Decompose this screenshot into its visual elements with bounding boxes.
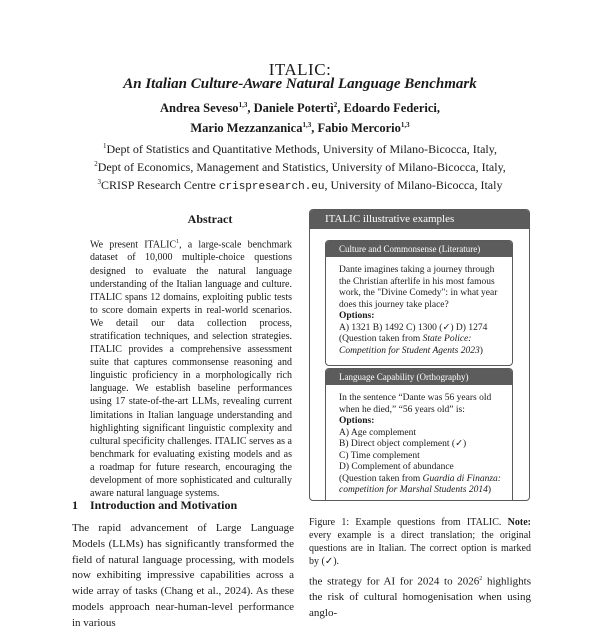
source-text: ) xyxy=(487,485,491,495)
figure-caption xyxy=(309,516,531,568)
affiliation xyxy=(0,139,600,157)
caption-text: every example is a direct translation; the original questions are in Italian. The correct option is marked by (✓). xyxy=(309,530,531,567)
footnote-mark[interactable]: 2 xyxy=(479,576,483,582)
example-card-language xyxy=(325,368,513,501)
author-aff: , xyxy=(436,101,441,116)
card-question: Dante imagines taking a journey through the Christian afterlife in his most famous work, the "Divine Comedy": in what year does this journey take place? xyxy=(339,265,498,310)
authors: Andrea Seveso$^{1,3}$, Daniele Potertì$^2$, Edoardo Federici, Mario Mezzanzanica$^{1,3}$, Fabio Mercorio$^{1,3}$ xyxy=(159,101,441,136)
options-label: Options: xyxy=(339,416,375,426)
source-text: (Question taken from xyxy=(339,334,423,344)
affiliation-mark: 3 xyxy=(97,178,102,186)
card-source xyxy=(339,474,504,497)
intro-text: The rapid advancement of Large Language Models (LLMs) has significantly transformed the field of natural language processing, with models now exhibiting impressive capabilities across a wide array of tasks (Chang et al., 2024). As these models approach near-human-level performance in various xyxy=(72,522,294,629)
caption-note: Note: xyxy=(507,517,531,528)
abstract-body xyxy=(90,236,292,500)
card-question: In the sentence “Dante was 56 years old when he died,” “56 years old” is: xyxy=(339,393,492,415)
card-body xyxy=(326,257,512,365)
affiliation-mark: 2 xyxy=(94,160,98,168)
affiliations xyxy=(0,139,600,195)
option-item: B) Direct object complement (✓) xyxy=(339,439,467,449)
paper-subtitle: An Italian Culture-Aware Natural Language Benchmark xyxy=(123,76,477,92)
caption-text: Figure 1: Example questions from ITALIC. xyxy=(309,517,508,528)
figure-box xyxy=(309,209,530,501)
affiliation-text: , University of Milano-Bicocca, Italy xyxy=(324,178,503,192)
author-name: Mario Mezzanzanica xyxy=(190,121,303,136)
section-title: Introduction and Motivation xyxy=(90,498,238,512)
section-number: 1 xyxy=(72,498,78,512)
author-name: Daniele Potertì xyxy=(253,101,334,116)
affiliation-text: Dept of Economics, Management and Statistics, University of Milano-Bicocca, Italy, xyxy=(97,160,506,174)
affiliation-text: CRISP Research Centre xyxy=(101,178,219,192)
source-title: Guardia di Finanza: competition for Marshal Students 2014 xyxy=(339,473,501,495)
author-aff: 1,3 xyxy=(302,121,312,130)
title-name: ITALIC xyxy=(268,60,327,79)
figure-header: ITALIC illustrative examples xyxy=(310,210,529,229)
abstract-text: We present ITALIC xyxy=(90,239,177,251)
option-item: C) Time complement xyxy=(339,450,420,461)
card-body xyxy=(326,385,512,501)
card-source xyxy=(339,334,504,357)
abstract-text: , a large-scale benchmark dataset of 10,000 multiple-choice questions designed to evaluate the natural language understanding of the Italian language and culture. ITALIC spans 12 domains, exploiting public tests to score domain experts in real-world scenarios. We detail our data collection process, stratification techniques, and selection strategies. ITALIC provides a comprehensive assessment suite that captures commonsense reasoning and linguistic proficiency in a morphologically rich language. We establish baseline performances using 17 state-of-the-art LLMs, revealing current limitations in Italian language understanding and highlighting significant linguistic complexity and cultural specificity challenges. ITALIC serves as a benchmark for evaluating existing models and as a roadmap for future research, encouraging the development of more sophisticated and culturally aware natural language systems. xyxy=(90,239,293,500)
source-title: State Police: Competition for Student Agents 2023 xyxy=(339,334,480,356)
affiliation-text: Dept of Statistics and Quantitative Methods, University of Milano-Bicocca, Italy, xyxy=(106,142,497,156)
source-text: (Question taken from xyxy=(339,473,423,484)
affiliation-url[interactable]: crispresearch.eu xyxy=(218,181,325,193)
source-text: ) xyxy=(479,345,483,356)
title-colon: : xyxy=(326,60,332,79)
option-item: A) Age complement xyxy=(339,427,417,438)
card-title: Language Capability (Orthography) xyxy=(326,369,512,385)
author-name: Edoardo Federici xyxy=(343,101,437,116)
options-label: Options: xyxy=(339,311,375,321)
author-name: Andrea Seveso xyxy=(159,101,239,116)
affiliation-mark: 1 xyxy=(103,142,107,150)
author-aff: 1,3 xyxy=(400,121,410,130)
card-options: A) 1321 B) 1492 C) 1300 (✓) D) 1274 xyxy=(339,322,488,333)
author-name: Fabio Mercorio xyxy=(317,121,401,136)
affiliation xyxy=(0,157,600,175)
example-card-culture xyxy=(325,240,513,366)
section-heading xyxy=(72,498,302,513)
footnote-mark[interactable]: 1 xyxy=(176,239,180,245)
body-text: highlights the risk of cultural homogenisation when using anglo- xyxy=(309,575,531,620)
author-aff: 1,3 xyxy=(238,101,248,109)
card-title: Culture and Commonsense (Literature) xyxy=(326,241,512,257)
body-text: the strategy for AI for 2024 to 2026 xyxy=(309,575,480,588)
abstract-heading: Abstract xyxy=(187,212,233,226)
author-aff: 2 xyxy=(333,101,338,109)
option-item: D) Complement of abundance xyxy=(339,462,454,472)
column2-text xyxy=(309,572,531,622)
affiliation xyxy=(0,175,600,195)
